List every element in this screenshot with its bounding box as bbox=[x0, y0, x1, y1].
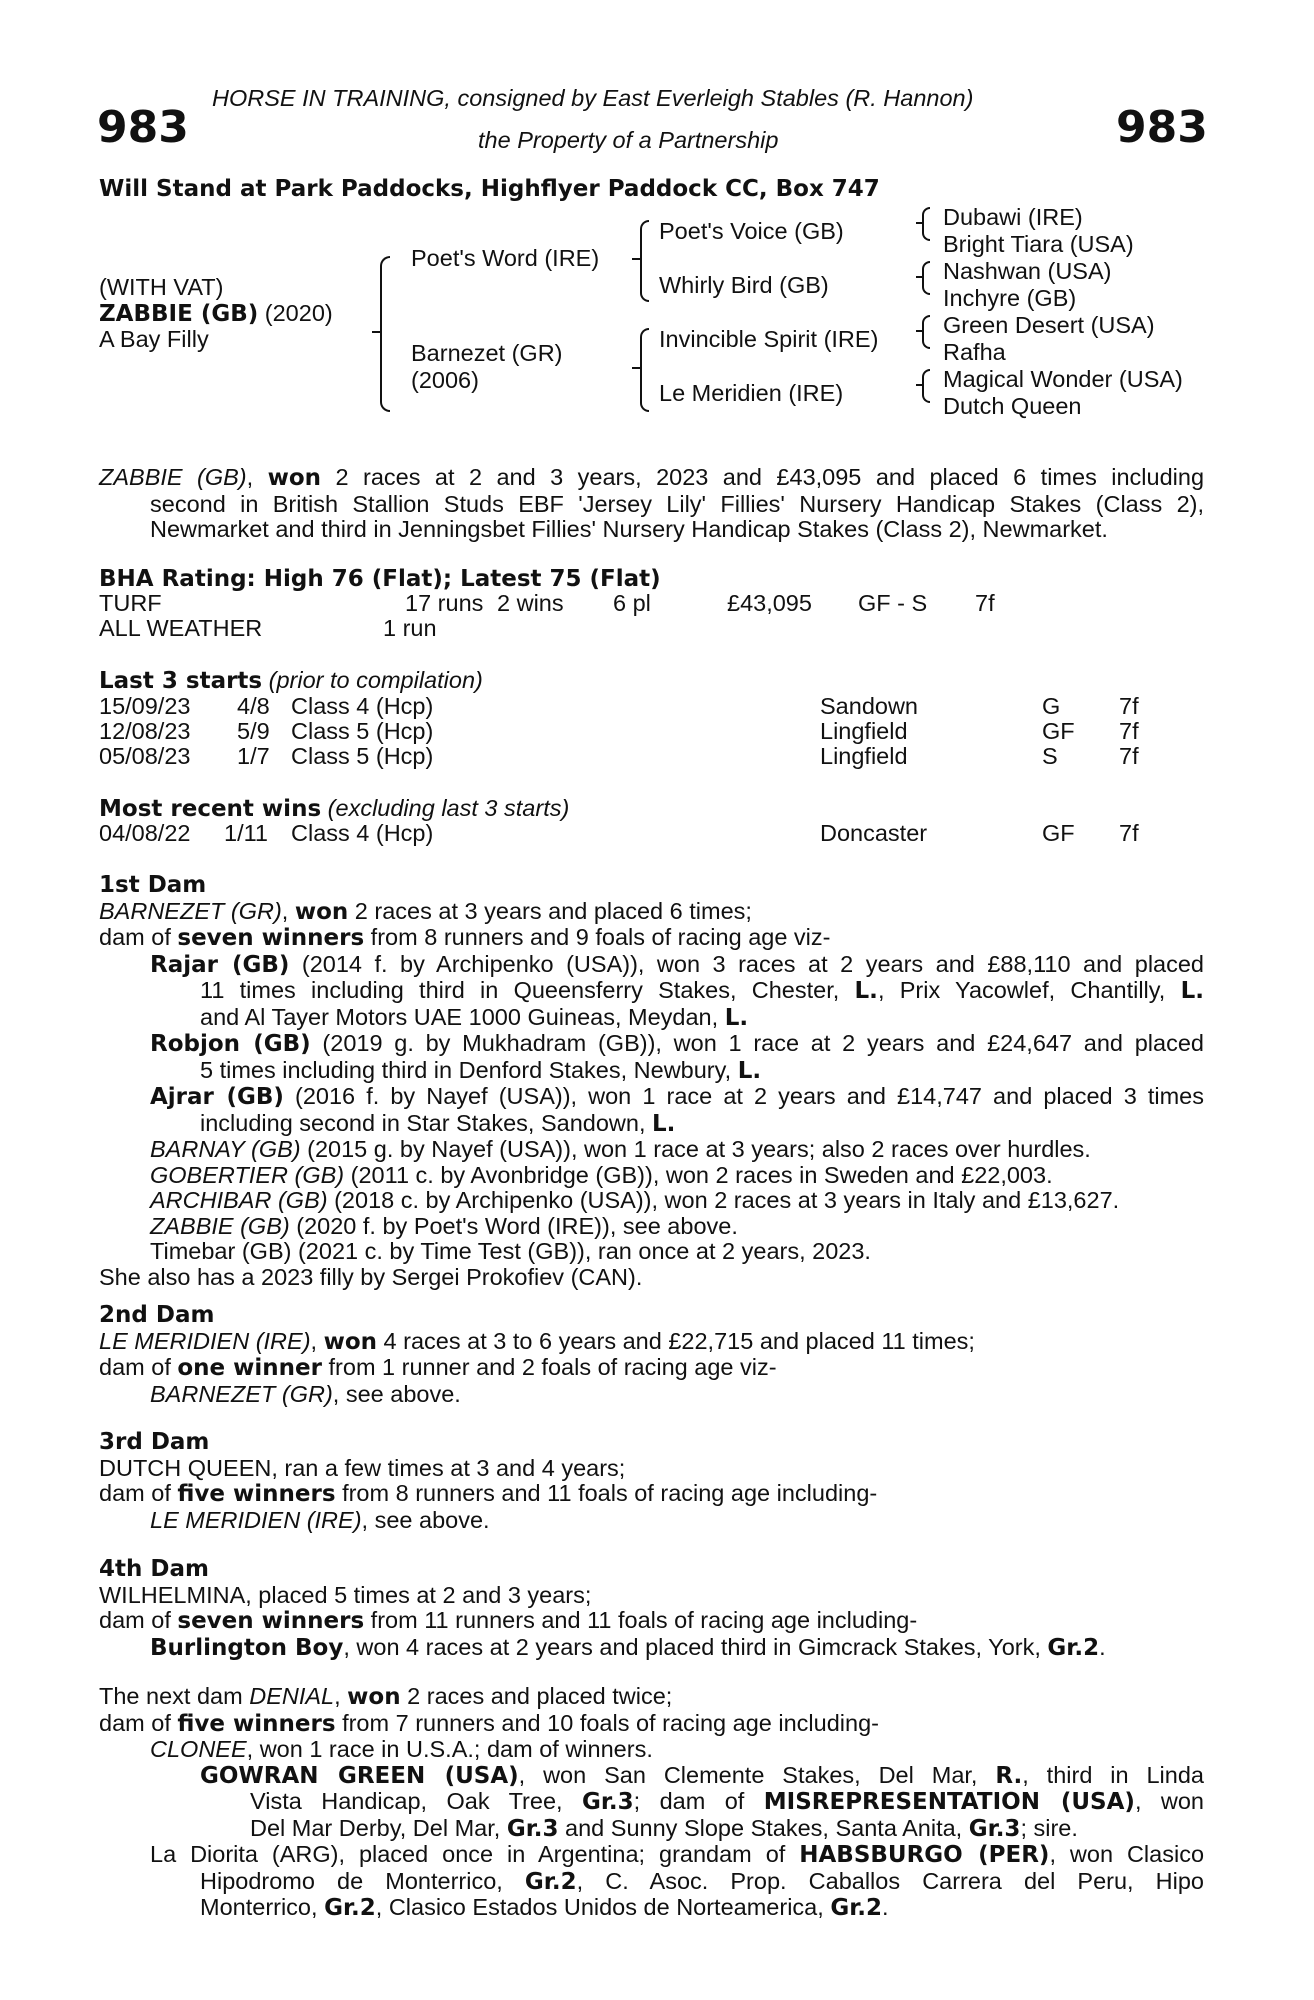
progeny-robjon: Robjon (GB) bbox=[150, 1031, 311, 1057]
group-badge: Gr.2 bbox=[830, 1895, 882, 1921]
dam-record: WILHELMINA, placed 5 times at 2 and 3 years; bbox=[99, 1581, 592, 1608]
start-course: Lingfield bbox=[820, 743, 908, 769]
won-label: won bbox=[294, 898, 349, 925]
brace-tip bbox=[372, 331, 380, 333]
next-dam-section bbox=[99, 1684, 1204, 1922]
race-summary: ZABBIE (GB), won 2 races at 2 and 3 years, 2023 and £43,095 and placed 6 times including second in British Stallion Studs EBF 'Jersey Lily' Fillies' Nursery Handicap Stakes (Class 2), Newmarket and third in Jenningsbet Fillies' Nursery Handicap Stakes (Class 2), Newmarket. bbox=[99, 464, 1205, 542]
text: , C. Asoc. Prop. Caballos Carrera del Peru, Hipo bbox=[576, 1867, 1204, 1894]
granddam-2: Inchyre (GB) bbox=[943, 285, 1077, 311]
summary-line-1: 2 races at 2 and 3 years, 2023 and £43,095 and placed 6 times including bbox=[321, 464, 1205, 490]
fourth-dam-title: 4th Dam bbox=[99, 1556, 209, 1582]
progeny-ajrar: Ajrar (GB) bbox=[150, 1084, 284, 1110]
text: . bbox=[1099, 1633, 1106, 1660]
group-badge: Gr.3 bbox=[968, 1815, 1021, 1842]
dam-record: DUTCH QUEEN, ran a few times at 3 and 4 years; bbox=[99, 1454, 626, 1481]
rating-earnings: £43,095 bbox=[727, 590, 812, 616]
win-course: Doncaster bbox=[820, 820, 928, 846]
vat-label: (WITH VAT) bbox=[99, 274, 224, 300]
summary-line-2: second in British Stallion Studs EBF 'Jersey Lily' Fillies' Nursery Handicap Stakes (Class 2), bbox=[150, 490, 1204, 517]
start-pos: 5/9 bbox=[237, 718, 270, 744]
grandsire-3: Green Desert (USA) bbox=[943, 312, 1155, 338]
lot-number-left: 983 bbox=[97, 102, 189, 153]
win-pos: 1/11 bbox=[224, 820, 268, 846]
winners-count: five winners bbox=[177, 1481, 336, 1507]
summary-line-3: Newmarket and third in Jenningsbet Fillies' Nursery Handicap Stakes (Class 2), Newmarket. bbox=[150, 516, 1108, 542]
text: (2016 f. by Nayef (USA)), won 1 race at 2 years and £14,747 and placed 3 times bbox=[283, 1083, 1205, 1109]
g-brace-1 bbox=[922, 207, 930, 241]
text: Monterrico, bbox=[200, 1894, 325, 1920]
text: , won 4 races at 2 years and placed third in Gimcrack Stakes, York, bbox=[343, 1633, 1048, 1660]
brace-tip bbox=[632, 367, 640, 369]
recent-wins-title: Most recent wins bbox=[99, 796, 322, 822]
text: dam of bbox=[99, 924, 178, 950]
dam: Barnezet (GR) bbox=[411, 340, 563, 366]
group-badge: Gr.3 bbox=[506, 1815, 559, 1842]
start-pos: 1/7 bbox=[237, 743, 270, 769]
dam-name: BARNEZET (GR) bbox=[99, 897, 282, 924]
dam-sire: Invincible Spirit (IRE) bbox=[659, 326, 879, 352]
progeny-name: LE MERIDIEN (IRE) bbox=[150, 1506, 362, 1533]
text: , Clasico Estados Unidos de Norteamerica, bbox=[375, 1894, 831, 1920]
dam-year: (2006) bbox=[411, 367, 479, 393]
start-dist: 7f bbox=[1119, 743, 1139, 769]
text: , won San Clemente Stakes, Del Mar, bbox=[518, 1761, 996, 1788]
start-dist: 7f bbox=[1119, 693, 1139, 719]
comma: , bbox=[334, 1683, 348, 1709]
fourth-dam-section bbox=[99, 1557, 1204, 1661]
rating-runs: 1 run bbox=[383, 615, 437, 641]
start-class: Class 5 (Hcp) bbox=[291, 718, 434, 744]
rating-surface: TURF bbox=[99, 590, 162, 616]
comma: , bbox=[310, 1327, 324, 1354]
start-course: Lingfield bbox=[820, 718, 908, 744]
listed-badge: L. bbox=[652, 1110, 676, 1137]
recent-wins-note: (excluding last 3 starts) bbox=[327, 795, 570, 821]
brace-tip bbox=[916, 330, 923, 332]
granddam-4: Dutch Queen bbox=[943, 393, 1082, 419]
win-dist: 7f bbox=[1119, 820, 1139, 846]
listed-badge: L. bbox=[1180, 978, 1204, 1004]
text: from 11 runners and 11 foals of racing age including- bbox=[364, 1607, 918, 1633]
win-date: 04/08/22 bbox=[99, 820, 191, 846]
text: dam of bbox=[99, 1709, 178, 1736]
text: Del Mar Derby, Del Mar, bbox=[250, 1814, 507, 1841]
brace-tip bbox=[632, 258, 640, 260]
text: dam of bbox=[99, 1480, 178, 1506]
recent-wins-heading bbox=[99, 796, 569, 823]
granddam-3: Rafha bbox=[943, 339, 1006, 365]
rating-dist: 7f bbox=[975, 590, 995, 616]
dam-record: 2 races at 3 years and placed 6 times; bbox=[348, 897, 752, 924]
start-going: GF bbox=[1042, 718, 1075, 744]
winners-count: seven winners bbox=[177, 925, 365, 951]
text: 5 times including third in Denford Stakes, Newbury, bbox=[200, 1056, 738, 1083]
text: (2015 g. by Nayef (USA)), won 1 race at 3 years; also 2 races over hurdles. bbox=[300, 1136, 1091, 1162]
winners-count: seven winners bbox=[177, 1608, 365, 1634]
text: dam of bbox=[99, 1607, 178, 1633]
brace-tip bbox=[916, 222, 923, 224]
start-going: G bbox=[1042, 693, 1061, 719]
text: 11 times including third in Queensferry Stakes, Chester, bbox=[200, 977, 855, 1003]
progeny-archibar: ARCHIBAR (GB) bbox=[150, 1187, 328, 1213]
rating-title: BHA Rating: High 76 (Flat); Latest 75 (Flat) bbox=[99, 566, 661, 592]
start-class: Class 4 (Hcp) bbox=[291, 693, 434, 719]
brace-tip bbox=[916, 276, 923, 278]
dam-name: LE MERIDIEN (IRE) bbox=[99, 1327, 311, 1354]
start-pos: 4/8 bbox=[237, 693, 270, 719]
start-class: Class 5 (Hcp) bbox=[291, 743, 434, 769]
dam-dam: Le Meridien (IRE) bbox=[659, 380, 844, 406]
text: from 7 runners and 10 foals of racing age including- bbox=[335, 1709, 879, 1736]
brace-tip bbox=[916, 384, 923, 386]
text: , won 1 race in U.S.A.; dam of winners. bbox=[246, 1736, 653, 1762]
rating-placed: 6 pl bbox=[613, 590, 651, 616]
listed-badge: L. bbox=[724, 1004, 749, 1031]
text: and Al Tayer Motors UAE 1000 Guineas, Meydan, bbox=[200, 1003, 725, 1030]
sire-brace bbox=[640, 220, 649, 302]
text: , see above. bbox=[332, 1380, 461, 1407]
text: , Prix Yacowlef, Chantilly, bbox=[877, 977, 1181, 1003]
won-label: won bbox=[323, 1328, 378, 1355]
text: ; dam of bbox=[633, 1788, 764, 1814]
stable-location: Will Stand at Park Paddocks, Highflyer Paddock CC, Box 747 bbox=[99, 176, 880, 202]
progeny-habsburgo: HABSBURGO (PER) bbox=[799, 1842, 1050, 1868]
text: The next dam bbox=[99, 1683, 250, 1709]
last3-heading bbox=[99, 668, 483, 695]
restricted-badge: R. bbox=[995, 1762, 1023, 1789]
winners-count: five winners bbox=[177, 1710, 336, 1737]
progeny-timebar: Timebar (GB) (2021 c. by Time Test (GB)), ran once at 2 years, 2023. bbox=[150, 1238, 871, 1264]
second-dam-title: 2nd Dam bbox=[99, 1302, 215, 1328]
text: ; sire. bbox=[1020, 1814, 1078, 1841]
progeny-clonee: CLONEE bbox=[150, 1736, 247, 1762]
progeny-gowran-green: GOWRAN GREEN (USA) bbox=[200, 1762, 519, 1789]
listed-badge: L. bbox=[854, 978, 878, 1004]
dam-record: 4 races at 3 to 6 years and £22,715 and placed 11 times; bbox=[377, 1327, 975, 1354]
start-date: 15/09/23 bbox=[99, 693, 191, 719]
start-date: 05/08/23 bbox=[99, 743, 191, 769]
comma: , bbox=[281, 897, 295, 924]
sire-sire: Poet's Voice (GB) bbox=[659, 218, 844, 244]
sire-dam-brace bbox=[380, 256, 390, 412]
first-dam-title: 1st Dam bbox=[99, 872, 207, 898]
winners-count: one winner bbox=[177, 1355, 322, 1381]
rating-runs: 17 runs bbox=[405, 590, 484, 616]
consignment-line: HORSE IN TRAINING, consigned by East Everleigh Stables (R. Hannon) bbox=[212, 85, 974, 111]
also-note: She also has a 2023 filly by Sergei Prokofiev (CAN). bbox=[99, 1263, 643, 1290]
dam-brace bbox=[640, 328, 649, 412]
text: and Sunny Slope Stakes, Santa Anita, bbox=[558, 1814, 969, 1841]
third-dam-title: 3rd Dam bbox=[99, 1429, 210, 1455]
third-dam-section bbox=[99, 1430, 1204, 1533]
start-going: S bbox=[1042, 743, 1058, 769]
listed-badge: L. bbox=[737, 1057, 762, 1084]
horse-name-line bbox=[99, 301, 333, 328]
text: . bbox=[882, 1894, 889, 1920]
text: Vista Handicap, Oak Tree, bbox=[250, 1788, 582, 1814]
text: , third in Linda bbox=[1022, 1761, 1204, 1788]
text: dam of bbox=[99, 1354, 178, 1380]
grandsire-1: Dubawi (IRE) bbox=[943, 204, 1083, 230]
group-badge: Gr.2 bbox=[524, 1868, 577, 1895]
progeny-name: BARNEZET (GR) bbox=[150, 1380, 333, 1407]
start-dist: 7f bbox=[1119, 718, 1139, 744]
last3-note: (prior to compilation) bbox=[268, 667, 483, 693]
g-brace-4 bbox=[922, 369, 930, 403]
horse-year: (2020) bbox=[264, 300, 333, 326]
last3-title: Last 3 starts bbox=[99, 668, 263, 694]
sire: Poet's Word (IRE) bbox=[411, 245, 600, 271]
text: (2014 f. by Archipenko (USA)), won 3 races at 2 years and £88,110 and placed bbox=[289, 950, 1204, 977]
progeny-burlington-boy: Burlington Boy bbox=[150, 1634, 344, 1661]
text: (2018 c. by Archipenko (USA)), won 2 races at 3 years in Italy and £13,627. bbox=[327, 1187, 1120, 1213]
text: , won Clasico bbox=[1049, 1841, 1205, 1867]
progeny-gobertier: GOBERTIER (GB) bbox=[150, 1161, 345, 1188]
text: from 8 runners and 11 foals of racing age including- bbox=[335, 1480, 878, 1506]
dam-name: DENIAL bbox=[249, 1683, 335, 1709]
won-label: won bbox=[347, 1684, 401, 1710]
won-label: won bbox=[267, 465, 322, 491]
rating-going: GF - S bbox=[858, 590, 928, 616]
text: (2019 g. by Mukhadram (GB)), won 1 race at 2 years and £24,647 and placed bbox=[310, 1030, 1204, 1056]
text: including second in Star Stakes, Sandown, bbox=[200, 1109, 652, 1136]
g-brace-3 bbox=[922, 315, 930, 349]
start-course: Sandown bbox=[820, 693, 918, 719]
progeny-rajar: Rajar (GB) bbox=[150, 951, 290, 978]
horse-name: ZABBIE (GB) bbox=[99, 301, 259, 327]
second-dam-section bbox=[99, 1303, 1204, 1407]
text: (2020 f. by Poet's Word (IRE)), see above. bbox=[289, 1212, 738, 1239]
group-badge: Gr.3 bbox=[581, 1789, 634, 1815]
summary-name: ZABBIE (GB) bbox=[99, 464, 247, 490]
text: from 1 runner and 2 foals of racing age viz- bbox=[321, 1354, 777, 1380]
text: from 8 runners and 9 foals of racing age viz- bbox=[364, 924, 831, 950]
rating-wins: 2 wins bbox=[497, 590, 564, 616]
text: , see above. bbox=[361, 1506, 490, 1533]
group-badge: Gr.2 bbox=[324, 1895, 376, 1921]
win-going: GF bbox=[1042, 820, 1075, 846]
rating-surface: ALL WEATHER bbox=[99, 615, 263, 641]
grandsire-4: Magical Wonder (USA) bbox=[943, 366, 1183, 392]
lot-number-right: 983 bbox=[1116, 102, 1208, 153]
progeny-la-diorita: La Diorita (ARG), placed once in Argentina; grandam of bbox=[150, 1841, 800, 1867]
granddam-1: Bright Tiara (USA) bbox=[943, 231, 1134, 257]
progeny-misrepresentation: MISREPRESENTATION (USA) bbox=[763, 1789, 1135, 1815]
first-dam-section bbox=[99, 873, 1204, 1290]
group-badge: Gr.2 bbox=[1047, 1634, 1100, 1661]
win-class: Class 4 (Hcp) bbox=[291, 820, 434, 846]
text: (2011 c. by Avonbridge (GB)), won 2 races in Sweden and £22,003. bbox=[344, 1161, 1053, 1188]
progeny-zabbie: ZABBIE (GB) bbox=[150, 1212, 290, 1239]
sire-dam: Whirly Bird (GB) bbox=[659, 272, 829, 298]
progeny-barnay: BARNAY (GB) bbox=[150, 1136, 301, 1162]
horse-description: A Bay Filly bbox=[99, 326, 209, 352]
dam-record: 2 races and placed twice; bbox=[400, 1683, 673, 1709]
property-line: the Property of a Partnership bbox=[478, 127, 779, 153]
grandsire-2: Nashwan (USA) bbox=[943, 258, 1112, 284]
g-brace-2 bbox=[922, 261, 930, 295]
text: Hipodromo de Monterrico, bbox=[200, 1867, 525, 1894]
text: , won bbox=[1134, 1788, 1204, 1814]
start-date: 12/08/23 bbox=[99, 718, 191, 744]
